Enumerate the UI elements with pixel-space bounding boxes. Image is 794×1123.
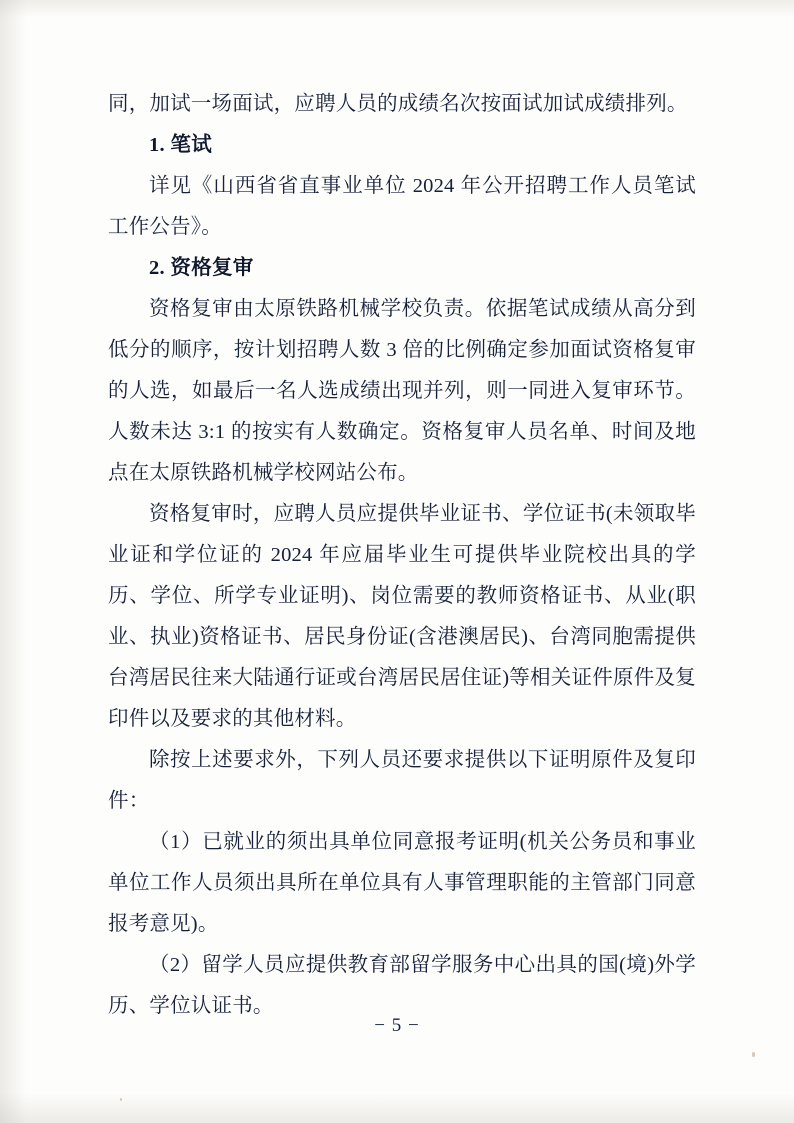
page-number: − 5 −	[374, 1015, 420, 1036]
paragraph: 资格复审由太原铁路机械学校负责。依据笔试成绩从高分到低分的顺序，按计划招聘人数 3 倍的比例确定参加面试资格复审的人选，如最后一名人选成绩出现并列，则一同进入复审环节。人数未达 3:1 的按实有人数确定。资格复审人员名单、时间及地点在太原铁路机械学校网站公布。	[108, 298, 696, 484]
paper-speck	[752, 1052, 755, 1057]
page-edge-shadow-bottom	[0, 1093, 794, 1123]
paper-speck	[120, 1098, 122, 1101]
paragraph: 资格复审时，应聘人员应提供毕业证书、学位证书(未领取毕业证和学位证的 2024 年应届毕业生可提供毕业院校出具的学历、学位、所学专业证明)、岗位需要的教师资格证书、从业(职业、执业)资格证书、居民身份证(含港澳居民)、台湾同胞需提供台湾居民往来大陆通行证或台湾居民居住证)等相关证件原件及复印件以及要求的其他材料。	[108, 503, 696, 730]
paragraph: 同，加试一场面试，应聘人员的成绩名次按面试加试成绩排列。	[108, 93, 688, 115]
paragraph: （1）已就业的须出具单位同意报考证明(机关公务员和事业单位工作人员须出具所在单位具有人事管理职能的主管部门同意报考意见)。	[108, 831, 696, 935]
section-heading: 2. 资格复审	[149, 257, 254, 279]
paragraph: 详见《山西省省直事业单位 2024 年公开招聘工作人员笔试工作公告》。	[108, 175, 696, 238]
document-body	[108, 84, 696, 1027]
page-edge-shadow-left	[0, 0, 26, 1123]
section-heading: 1. 笔试	[149, 134, 212, 156]
paragraph: 除按上述要求外，下列人员还要求提供以下证明原件及复印件：	[108, 749, 696, 812]
paragraph: （2）留学人员应提供教育部留学服务中心出具的国(境)外学历、学位认证书。	[108, 954, 696, 1017]
page-edge-shadow-top	[0, 0, 794, 18]
